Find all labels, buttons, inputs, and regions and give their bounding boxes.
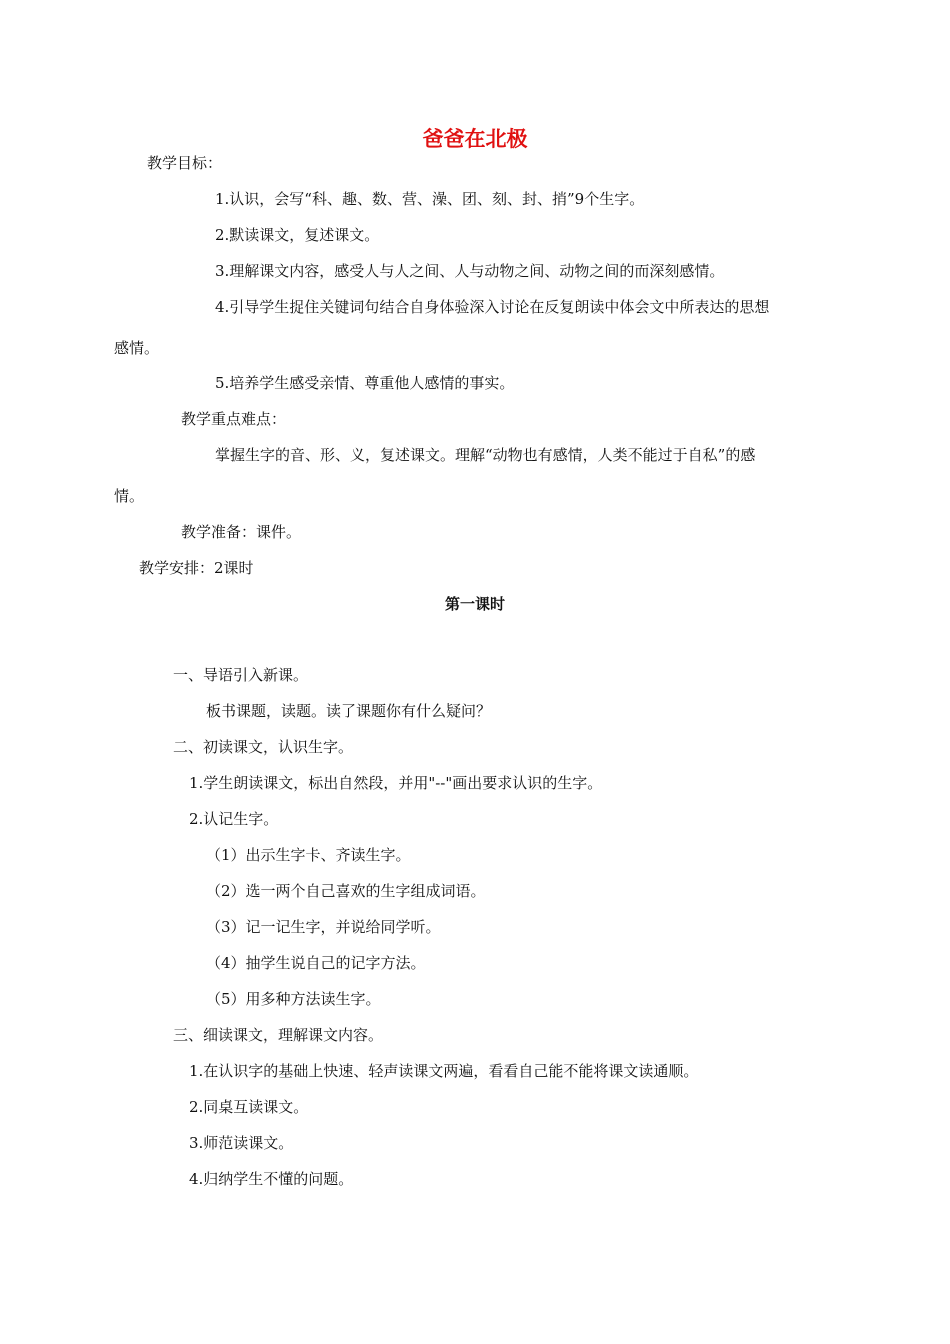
step-item: 1.在认识字的基础上快速、轻声读课文两遍，看看自己能不能将课文读通顺。 [189,1062,699,1080]
document-title: 爸爸在北极 [422,127,528,151]
step-item: 3.师范读课文。 [189,1134,294,1152]
keypoints-heading: 教学重点难点： [181,410,287,428]
preparation-text: 教学准备：课件。 [181,523,302,541]
step-item: 板书课题，读题。读了课题你有什么疑问？ [206,702,492,720]
step-heading: 三、细读课文，理解课文内容。 [173,1026,384,1044]
step-item: 1.学生朗读课文，标出自然段，并用"--"画出要求认识的生字。 [189,774,603,792]
step-item: 2.同桌互读课文。 [189,1098,309,1116]
keypoints-text-continuation: 情。 [114,487,145,505]
objectives-heading: 教学目标： [147,154,223,172]
objective-item: 3.理解课文内容，感受人与人之间、人与动物之间、动物之间的而深刻感情。 [215,262,725,280]
objective-item-continuation: 感情。 [114,339,160,357]
step-subitem: （1）出示生字卡、齐读生字。 [206,846,411,864]
schedule-text: 教学安排：2课时 [139,559,254,577]
keypoints-text: 掌握生字的音、形、义，复述课文。理解“动物也有感情，人类不能过于自私”的感 [215,446,756,464]
step-item: 4.归纳学生不懂的问题。 [189,1170,354,1188]
step-subitem: （5）用多种方法读生字。 [206,990,381,1008]
lesson-title: 第一课时 [444,595,505,613]
step-heading: 一、导语引入新课。 [173,666,309,684]
step-item: 2.认记生字。 [189,810,279,828]
objective-item: 5.培养学生感受亲情、尊重他人感情的事实。 [215,374,515,392]
step-heading: 二、初读课文，认识生字。 [173,738,354,756]
objective-item: 4.引导学生捉住关键词句结合自身体验深入讨论在反复朗读中体会文中所表达的思想 [215,298,770,316]
objective-item: 1.认识，会写“科、趣、数、营、澡、团、刻、封、捎”9个生字。 [215,190,645,208]
step-subitem: （3）记一记生字，并说给同学听。 [206,918,441,936]
step-subitem: （4）抽学生说自己的记字方法。 [206,954,426,972]
step-subitem: （2）选一两个自己喜欢的生字组成词语。 [206,882,486,900]
objective-item: 2.默读课文，复述课文。 [215,226,380,244]
